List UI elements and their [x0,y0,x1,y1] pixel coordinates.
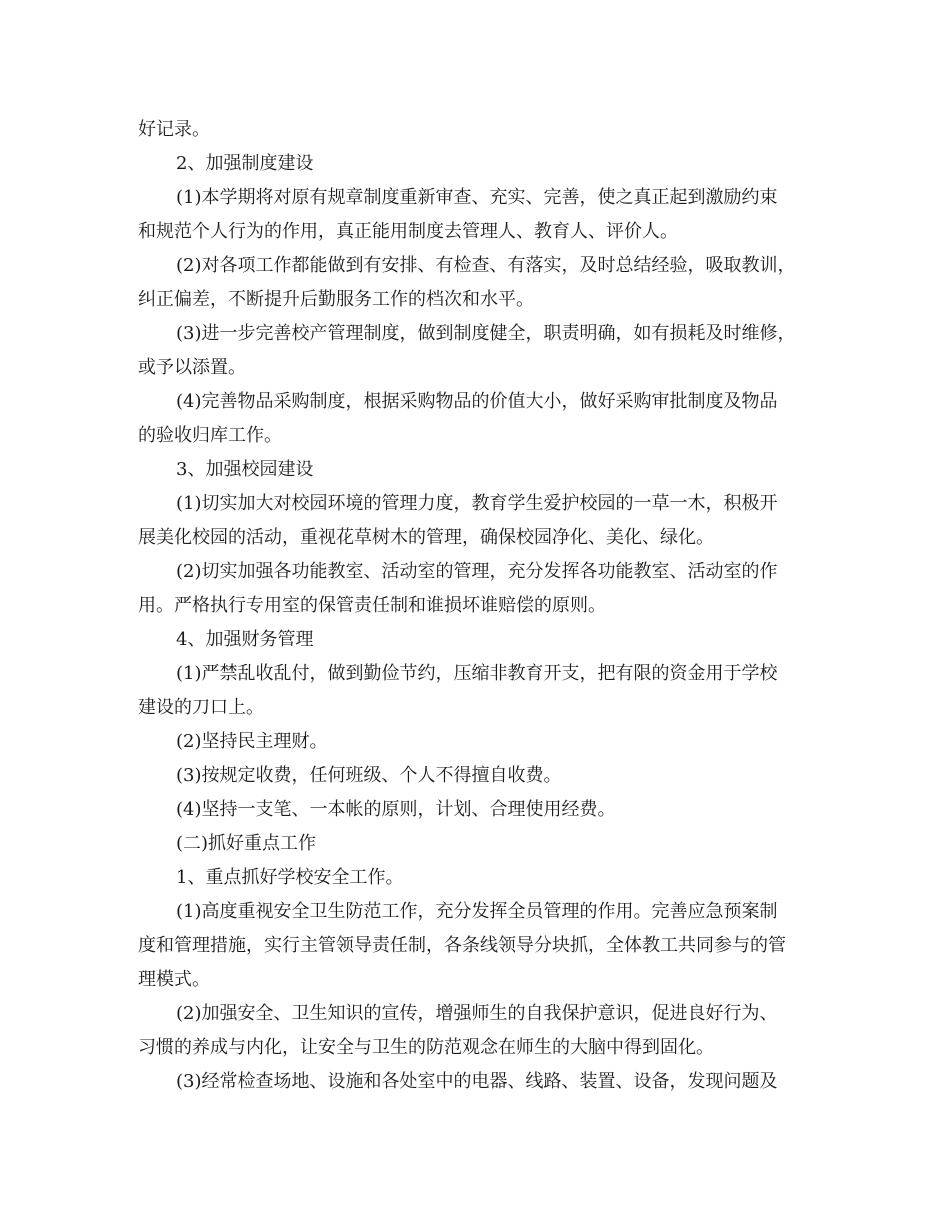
section-heading: (二)抓好重点工作 [176,833,317,854]
text-line: (1)本学期将对原有规章制度重新审查、充实、完善，使之真正起到激励约束 [176,187,778,208]
text-line: 好记录。 [138,119,210,140]
text-line: (1)高度重视安全卫生防范工作，充分发挥全员管理的作用。完善应急预案制 [176,901,778,922]
text-line: 展美化校园的活动，重视花草树木的管理，确保校园净化、美化、绿化。 [138,527,714,548]
text-line: (2)加强安全、卫生知识的宣传，增强师生的自我保护意识，促进良好行为、 [176,1003,778,1024]
text-line: 度和管理措施，实行主管领导责任制，各条线领导分块抓，全体教工共同参与的管 [138,935,786,956]
text-line: 习惯的养成与内化，让安全与卫生的防范观念在师生的大脑中得到固化。 [138,1037,714,1058]
section-heading: 3、加强校园建设 [176,459,314,480]
text-line: 用。严格执行专用室的保管责任制和谁损坏谁赔偿的原则。 [138,595,606,616]
text-line: (2)切实加强各功能教室、活动室的管理，充分发挥各功能教室、活动室的作 [176,561,778,582]
text-line: 的验收归库工作。 [138,425,282,446]
text-line: 理模式。 [138,969,210,990]
text-line: 纠正偏差，不断提升后勤服务工作的档次和水平。 [138,289,534,310]
text-line: (3)按规定收费，任何班级、个人不得擅自收费。 [176,765,562,786]
text-line: (1)切实加大对校园环境的管理力度，教育学生爱护校园的一草一木，积极开 [176,493,778,514]
text-line: (4)坚持一支笔、一本帐的原则，计划、合理使用经费。 [176,799,616,820]
text-line: (2)坚持民主理财。 [176,731,328,752]
text-line: (4)完善物品采购制度，根据采购物品的价值大小，做好采购审批制度及物品 [176,391,778,412]
text-line: (2)对各项工作都能做到有安排、有检查、有落实，及时总结经验，吸取教训， [176,255,796,276]
text-line: (3)进一步完善校产管理制度，做到制度健全，职责明确，如有损耗及时维修， [176,323,796,344]
section-heading: 4、加强财务管理 [176,629,314,650]
text-line: (1)严禁乱收乱付，做到勤俭节约，压缩非教育开支，把有限的资金用于学校 [176,663,778,684]
text-line: (3)经常检查场地、设施和各处室中的电器、线路、装置、设备，发现问题及 [176,1071,778,1092]
section-heading: 1、重点抓好学校安全工作。 [176,867,404,888]
text-line: 和规范个人行为的作用，真正能用制度去管理人、教育人、评价人。 [138,221,678,242]
section-heading: 2、加强制度建设 [176,153,314,174]
text-line: 建设的刀口上。 [138,697,264,718]
text-line: 或予以添置。 [138,357,246,378]
